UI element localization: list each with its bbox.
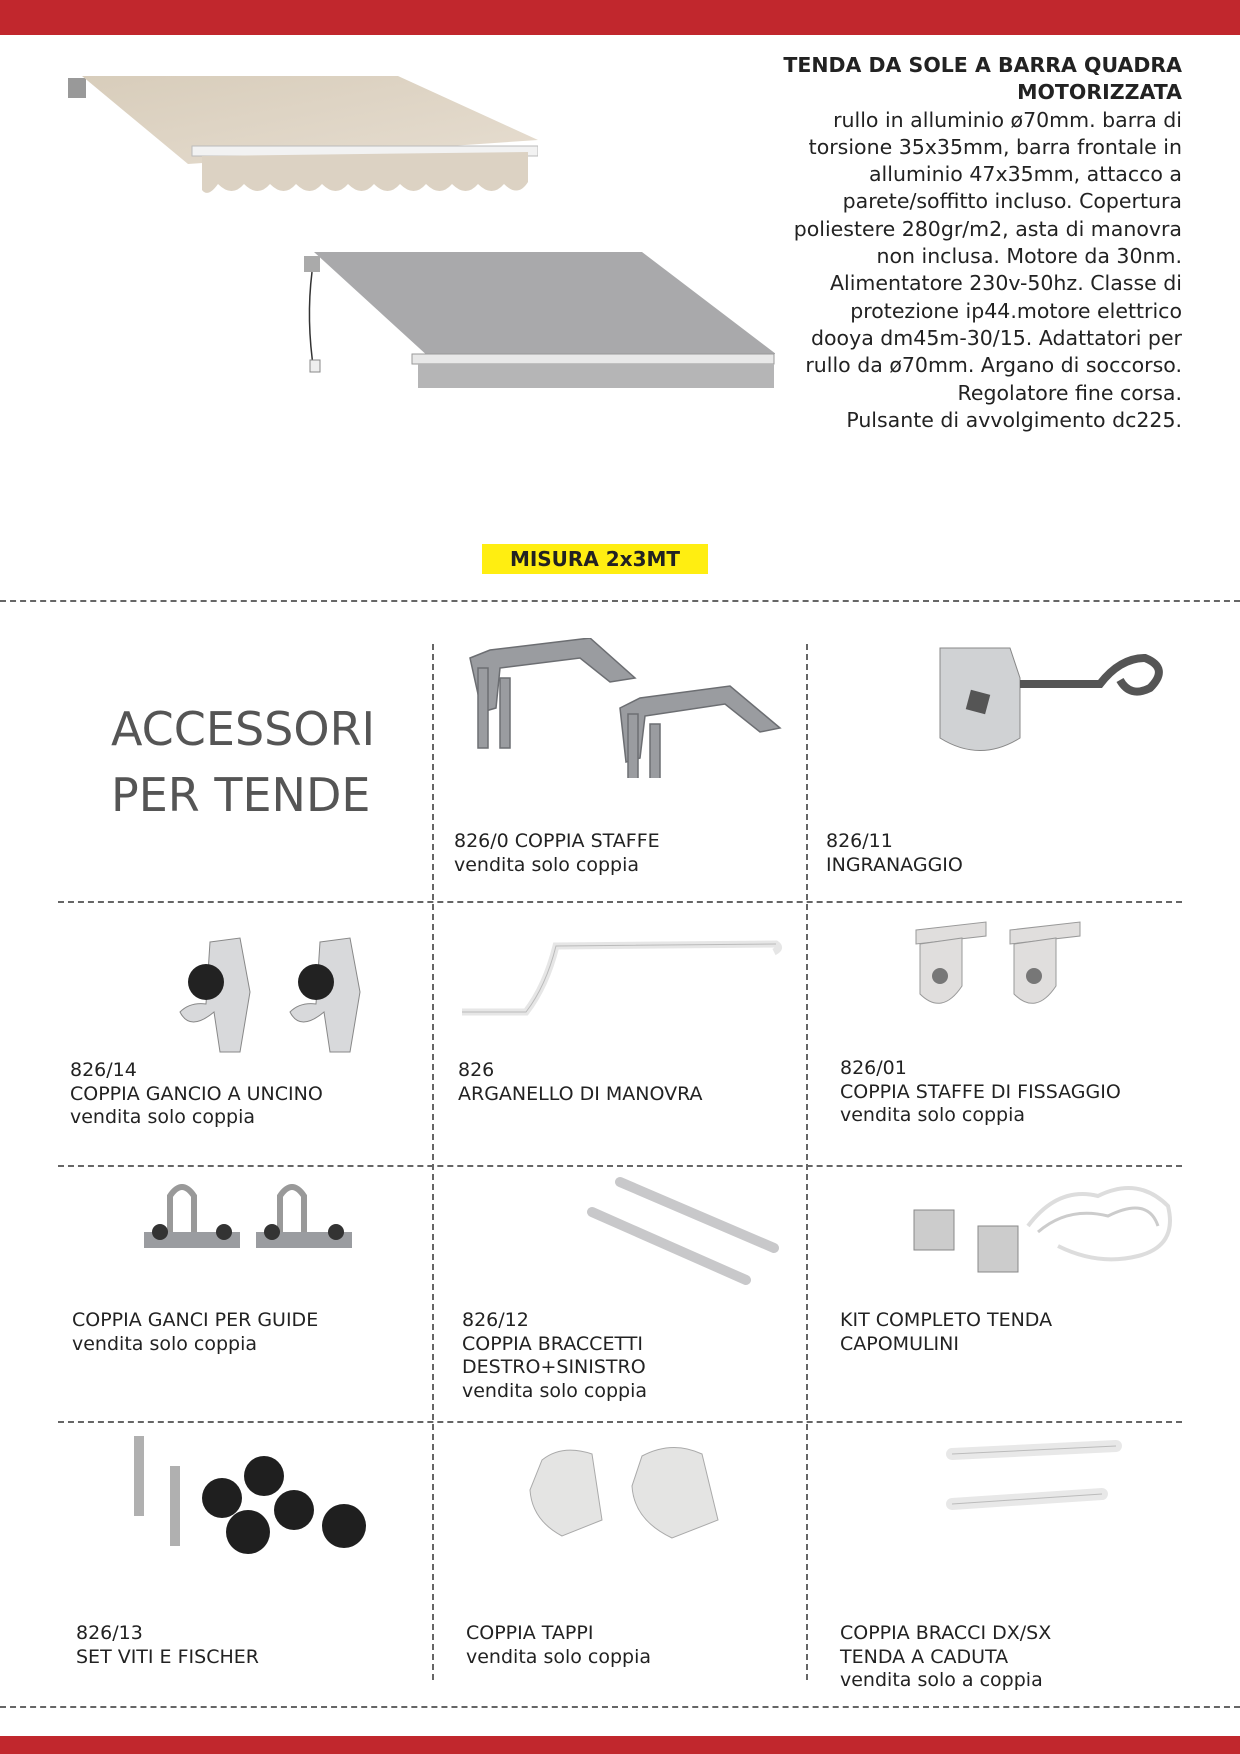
gear-winch-image [920,638,1180,758]
capomulini-kit-image [908,1176,1178,1276]
small-arms-image [586,1176,786,1292]
item-826-01-label: 826/01 COPPIA STAFFE DI FISSAGGIO vendita solo coppia [840,1057,1121,1126]
divider [432,644,434,1680]
desc-line: alluminio 47x35mm, attacco a [869,162,1182,187]
desc-line: Alimentatore 230v-50hz. Classe di [829,271,1182,296]
accessories-heading [111,696,375,828]
divider [0,600,1240,602]
desc-line: parete/soffitto incluso. Copertura [842,189,1182,214]
item-826-label: 826 ARGANELLO DI MANOVRA [458,1059,703,1105]
divider [58,1421,1182,1423]
hook-clamp-pair-image [170,932,390,1062]
awning-beige-image [68,72,538,232]
screws-knobs-image [126,1432,382,1560]
item-826-12-label: 826/12 COPPIA BRACCETTI DESTRO+SINISTRO vendita solo coppia [462,1309,648,1402]
item-826-0-label: 826/0 COPPIA STAFFE vendita solo coppia [454,830,660,876]
desc-line: poliestere 280gr/m2, asta di manovra [793,216,1182,241]
desc-line: torsione 35x35mm, barra frontale in [808,134,1182,159]
fixing-bracket-pair-image [906,916,1096,1016]
drop-arms-label: COPPIA BRACCI DX/SX TENDA A CADUTA vendita solo a coppia [840,1622,1052,1691]
divider [58,901,1182,903]
accessories-heading-line: ACCESSORI [111,702,376,756]
divider [58,1165,1182,1167]
end-caps-label: COPPIA TAPPI vendita solo coppia [466,1622,652,1668]
item-826-14-label: 826/14 COPPIA GANCIO A UNCINO vendita solo coppia [70,1059,323,1128]
divider [0,1706,1240,1708]
bracket-pair-image [460,638,790,778]
item-826-13-label: 826/13 SET VITI E FISCHER [76,1622,259,1668]
accessories-heading-line: PER TENDE [111,768,371,822]
product-description [622,52,1182,434]
product-title: TENDA DA SOLE A BARRA QUADRA MOTORIZZATA [783,53,1182,105]
drop-arms-image [916,1432,1126,1536]
item-826-11-label: 826/11 INGRANAGGIO [826,830,963,876]
end-caps-image [522,1440,732,1540]
desc-line: Pulsante di avvolgimento dc225. [846,407,1182,432]
desc-line: Regolatore fine corsa. [957,380,1182,405]
bottom-color-band [0,1736,1240,1754]
size-badge: MISURA 2x3MT [482,544,708,574]
desc-line: non inclusa. Motore da 30nm. [876,244,1182,269]
crank-handle-image [456,936,786,1026]
desc-line: rullo in alluminio ø70mm. barra di [833,107,1182,132]
capomulini-kit-label: KIT COMPLETO TENDA CAPOMULINI [840,1309,1053,1355]
top-color-band [0,0,1240,35]
guide-hooks-image [140,1176,380,1266]
desc-line: protezione ip44.motore elettrico [850,298,1182,323]
desc-line: dooya dm45m-30/15. Adattatori per [810,325,1182,350]
desc-line: rullo da ø70mm. Argano di soccorso. [805,353,1182,378]
guide-hooks-label: COPPIA GANCI PER GUIDE vendita solo coppia [72,1309,319,1355]
divider [806,644,808,1680]
